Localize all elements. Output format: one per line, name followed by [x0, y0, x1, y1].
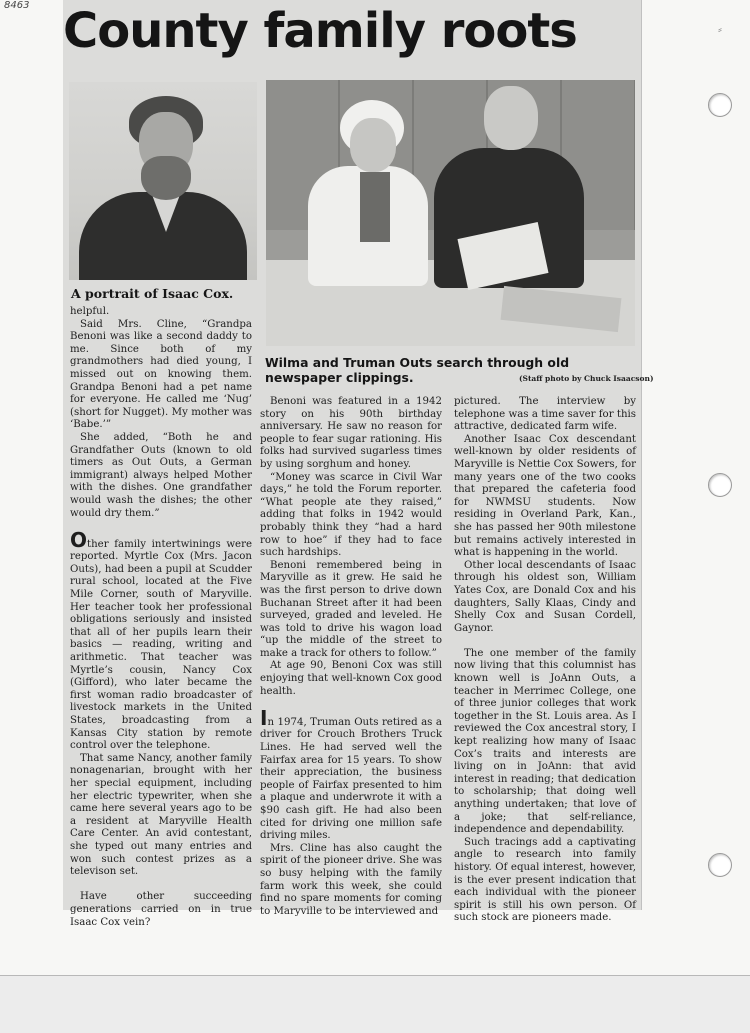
newspaper-clipping: [63, 0, 654, 928]
photo-credit: (Staff photo by Chuck Isaacson): [519, 374, 654, 383]
headline: County family roots: [63, 3, 577, 59]
binder-hole-icon: [708, 473, 732, 497]
paragraph: helpful.: [70, 306, 110, 317]
paragraph: Other family intertwinings were reported. Myrtle Cox (Mrs. Jacon Outs), had been a pupil at Scudder rural school, located at the Five Mile Corner, south of Maryville. Her teacher took her professional obligations seriously and insisted that all of her pupils learn their basics — reading, writing and arithmetic. That teacher was Myrtle’s cousin, Nancy Cox (Gifford), who later became the first woman radio broadcaster of livestock markets in the United States, broadcasting from a Kansas City station by remote control over the telephone.: [70, 527, 252, 752]
paragraph: That same Nancy, another family nonagenarian, brought with her her special equipment, including her electric typewriter, when she came here several years ago to be a resident at Maryville Health Care Center. An avid contestant, she typed out many entries and won such contest prizes as a televison set.: [70, 752, 252, 878]
paragraph: In 1974, Truman Outs retired as a driver for Crouch Brothers Truck Lines. He had served well the Fairfax area for 15 years. To show their appreciation, the business people of Fairfax presented to him a plaque and underwrote it with a $90 cash gift. He had also been cited for driving one million safe driving miles.: [260, 705, 442, 842]
portrait-caption: A portrait of Isaac Cox.: [71, 286, 234, 301]
paragraph: “Money was scarce in Civil War days,” he told the Forum reporter. “What people ate they raised,” adding that folks in 1942 would probably think they “had a hard row to hoe” if they had to face such hardships.: [260, 471, 442, 559]
article-column-2: [260, 396, 442, 918]
binder-hole-icon: [708, 93, 732, 117]
paragraph: Such tracings add a captivating angle to research into family history. Of equal interest, however, is the ever present indication that each individual with the pioneer spirit is still his own person. Of such stock are pioneers made.: [454, 836, 636, 924]
paragraph: Benoni was featured in a 1942 story on his 90th birthday anniversary. He saw no reason for people to fear sugar rationing. His folks had survived sugarless times by using sorghum and honey.: [260, 396, 442, 470]
paragraph: Have other succeeding generations carried on in true Isaac Cox vein?: [70, 891, 252, 928]
paragraph: Benoni remembered being in Maryville as it grew. He said he was the first person to drive down Buchanan Street after it had been surveyed, graded and leveled. He was told to drive his wagon load “up the middle of the street to make a track for others to follow.”: [260, 559, 442, 659]
corner-mark-icon: ⸗: [718, 22, 722, 36]
paragraph: Said Mrs. Cline, “Grandpa Benoni was like a second daddy to me. Since both of my grandmothers had died young, I missed out on knowing them. Grandpa Benoni had a pet name for everyone. He called me ‘Nug’ (short for Nugget). My mother was ‘Babe.’”: [70, 318, 252, 431]
scanner-bed: [0, 976, 750, 1033]
paragraph: The one member of the family now living that this columnist has known well is JoAnn Outs, a teacher in Merrimec College, one of three junior colleges that work together in the St. Louis area. As I reviewed the Cox ancestral story, I kept realizing how many of Isaac Cox’s traits and interests are living on in JoAnn: that avid interest in reading; that dedication to scholarship; that doing well anything undertaken; that love of a joke; that self-reliance, independence and dependability.: [454, 647, 636, 836]
paragraph: Other local descendants of Isaac through his oldest son, William Yates Cox, are Donald Cox and his daughters, Sally Klaas, Cindy and Shelly Cox and Susan Cordell, Gaynor.: [454, 559, 636, 634]
paragraph: Another Isaac Cox descendant well-known by older residents of Maryville is Nettie Cox Sowers, for many years one of the two cooks that prepared the cafeteria food for NWMSU students. Now residing in Overland Park, Kan., she has passed her 90th milestone but remains actively interested in what is happening in the world.: [454, 433, 636, 559]
portrait-photo: [69, 82, 257, 280]
paragraph: Mrs. Cline has also caught the spirit of the pioneer drive. She was so busy helping with the family farm work this week, she could find no spare moments for coming to Maryville to be interviewed and: [260, 842, 442, 917]
article-column-3: [454, 396, 636, 925]
paragraph: pictured. The interview by telephone was a time saver for this attractive, dedicated farm wife.: [454, 396, 636, 433]
drop-cap: O: [70, 527, 88, 552]
margin-note: 8463: [4, 0, 30, 11]
article-column-1: [70, 306, 252, 929]
photo-caption: Wilma and Truman Outs search through old newspaper clippings.: [265, 355, 570, 385]
drop-cap: I: [260, 705, 268, 730]
paragraph: She added, “Both he and Grandfather Outs (known to old timers as Out Outs, a German immigrant) always helped Mother with the dishes. One grandfather would wash the dishes; the other would dry them.”: [70, 431, 252, 519]
news-photo: [266, 80, 635, 346]
binder-hole-icon: [708, 853, 732, 877]
paragraph: At age 90, Benoni Cox was still enjoying that well-known Cox good health.: [260, 660, 442, 697]
